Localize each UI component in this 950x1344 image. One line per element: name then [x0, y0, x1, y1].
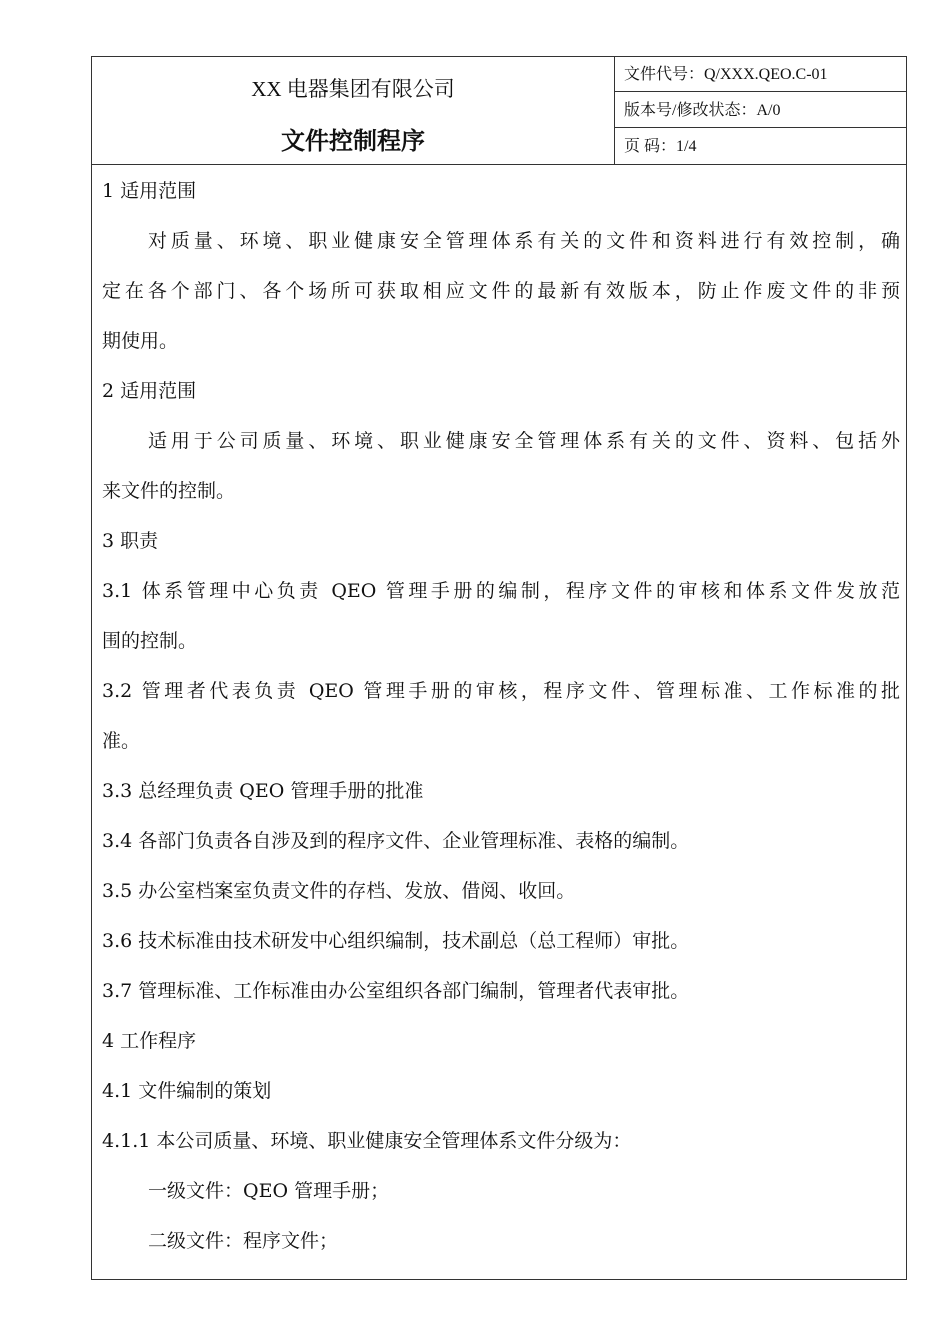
header-meta-cell [615, 57, 906, 164]
version-status: 版本号/修改状态：A/0 [615, 93, 906, 128]
paragraph-line: 期使用。 [102, 330, 179, 352]
paragraph-line: 3.2 管理者代表负责 QEO 管理手册的审核，程序文件、管理标准、工作标准的批 [102, 680, 900, 702]
paragraph-line: 一级文件：QEO 管理手册； [148, 1180, 390, 1202]
paragraph-line: 适用于公司质量、环境、职业健康安全管理体系有关的文件、资料、包括外 [148, 430, 900, 452]
paragraph-line: 3.1 体系管理中心负责 QEO 管理手册的编制，程序文件的审核和体系文件发放范 [102, 580, 900, 602]
paragraph-line: 定在各个部门、各个场所可获取相应文件的最新有效版本，防止作废文件的非预 [102, 280, 900, 302]
document-title: 文件控制程序 [281, 127, 425, 155]
header-title-cell [92, 57, 615, 164]
subsection-heading: 4.1 文件编制的策划 [102, 1080, 272, 1102]
section-heading: 3 职责 [102, 530, 159, 552]
paragraph-line: 对质量、环境、职业健康安全管理体系有关的文件和资料进行有效控制，确 [148, 230, 900, 252]
document-header [92, 57, 906, 165]
document-frame [91, 56, 907, 1280]
section-heading: 2 适用范围 [102, 380, 197, 402]
paragraph-line: 4.1.1 本公司质量、环境、职业健康安全管理体系文件分级为： [102, 1130, 632, 1152]
page-number: 页 码：1/4 [624, 138, 697, 155]
company-name: XX 电器集团有限公司 [251, 77, 455, 101]
section-heading: 4 工作程序 [102, 1030, 197, 1052]
paragraph-line: 来文件的控制。 [102, 480, 236, 502]
section-heading: 1 适用范围 [102, 180, 197, 202]
doc-code: 文件代号：Q/XXX.QEO.C-01 [615, 57, 906, 92]
paragraph-line: 3.3 总经理负责 QEO 管理手册的批准 [102, 780, 424, 802]
paragraph-line: 3.5 办公室档案室负责文件的存档、发放、借阅、收回。 [102, 880, 576, 902]
paragraph-line: 3.4 各部门负责各自涉及到的程序文件、企业管理标准、表格的编制。 [102, 830, 690, 852]
paragraph-line: 围的控制。 [102, 630, 198, 652]
paragraph-line: 二级文件：程序文件； [148, 1230, 339, 1252]
paragraph-line: 3.7 管理标准、工作标准由办公室组织各部门编制，管理者代表审批。 [102, 980, 690, 1002]
paragraph-line: 3.6 技术标准由技术研发中心组织编制，技术副总（总工程师）审批。 [102, 930, 690, 952]
paragraph-line: 准。 [102, 730, 141, 752]
